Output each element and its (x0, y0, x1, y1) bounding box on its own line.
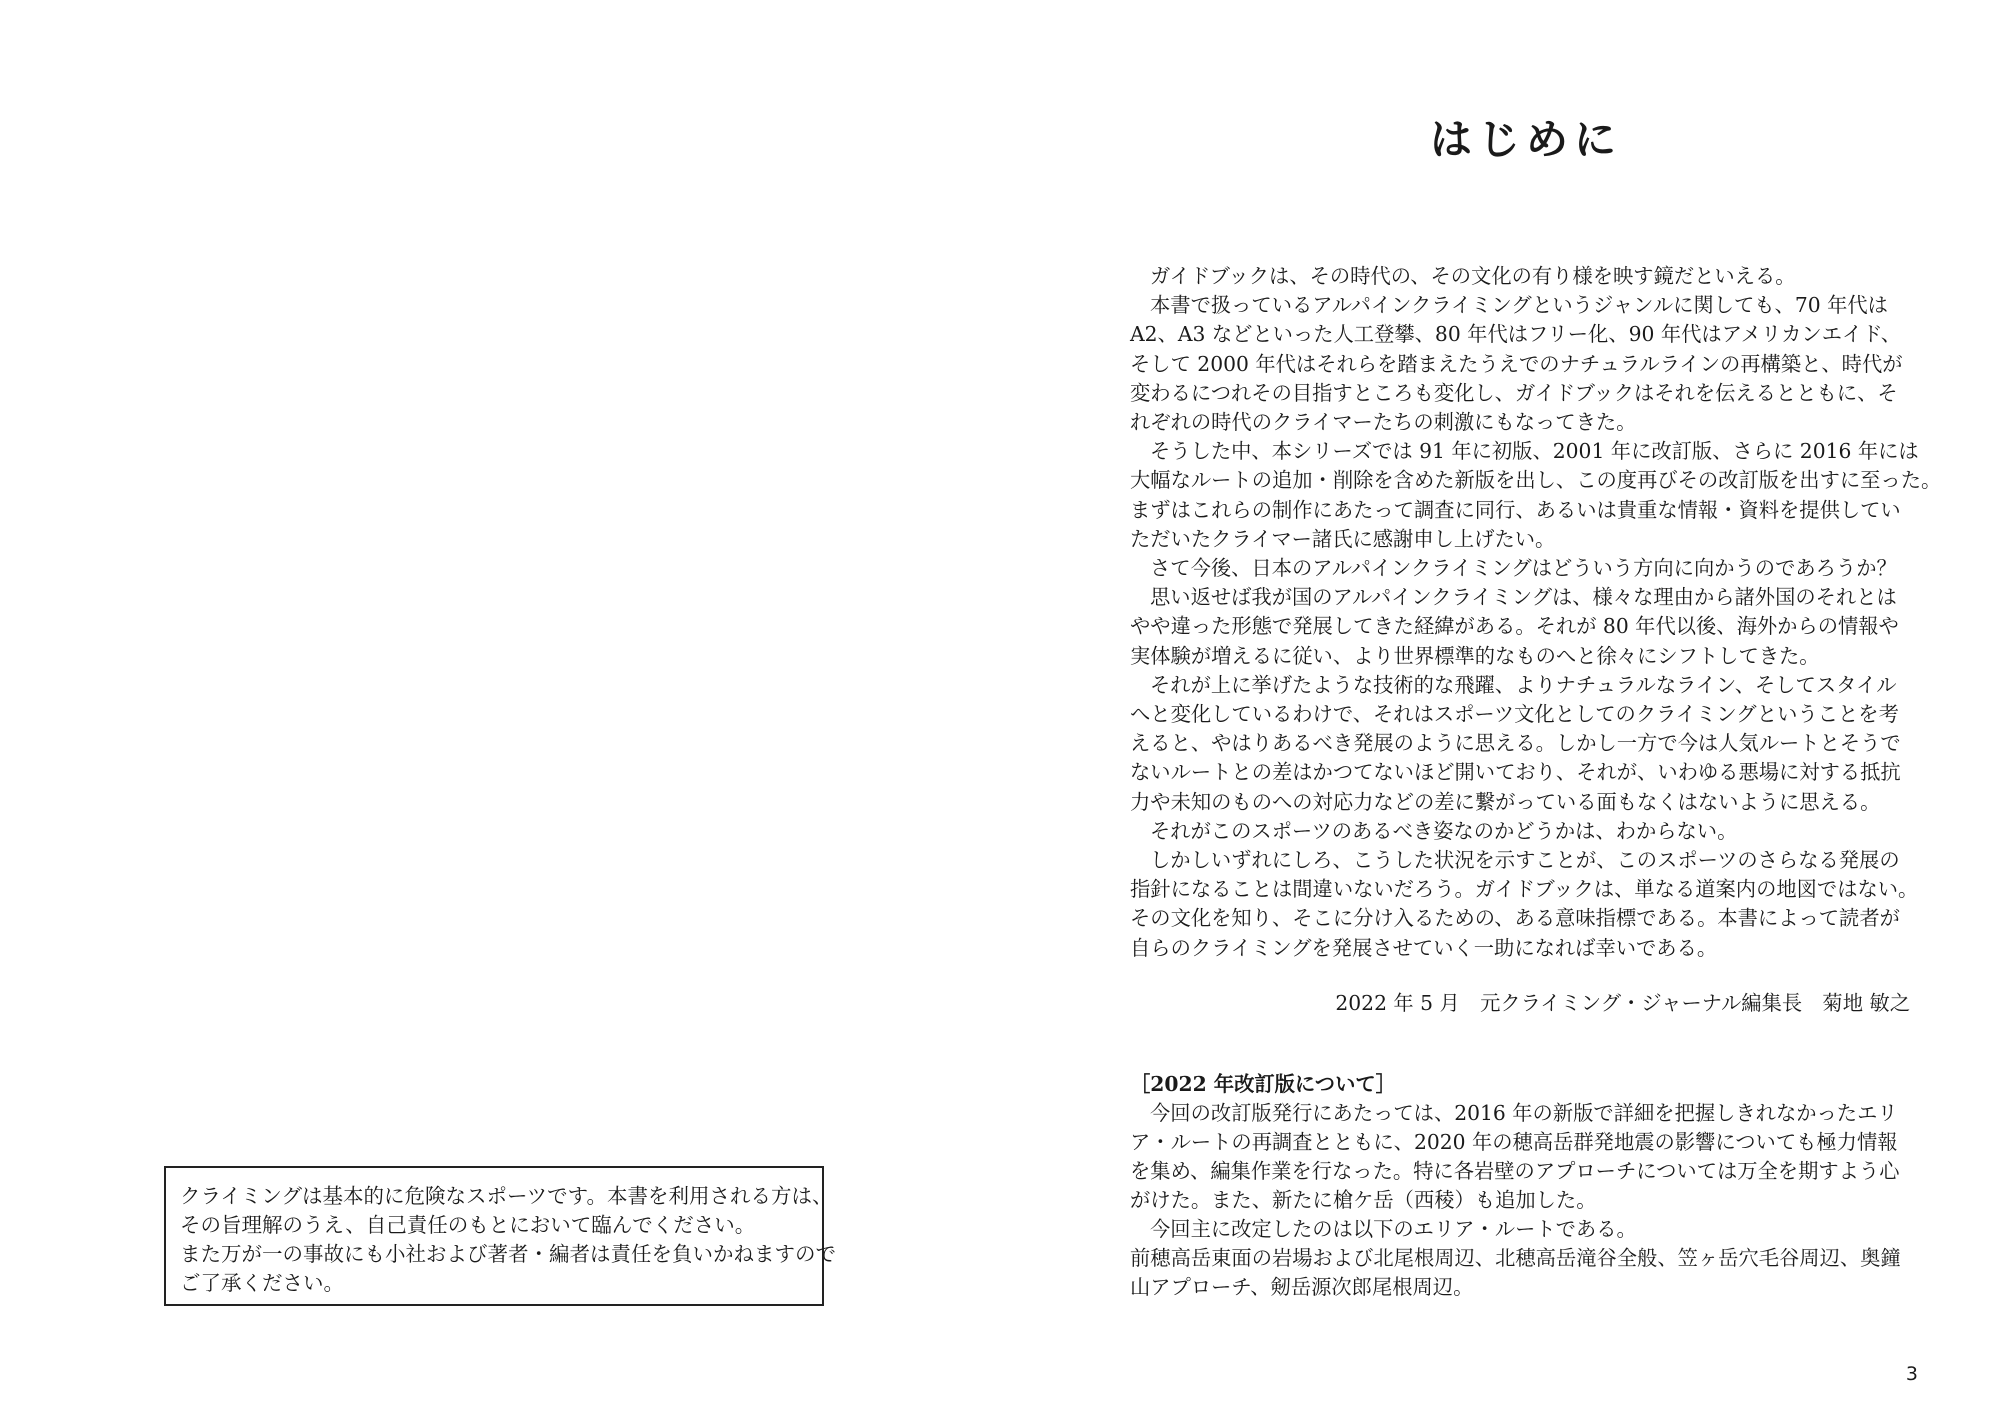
body-text-line: 変わるにつれその目指すところも変化し、ガイドブックはそれを伝えるとともに、そ (1130, 380, 1898, 405)
body-text-line: その文化を知り、そこに分け入るための、ある意味指標である。本書によって読者が (1130, 906, 1900, 931)
body-text-line: 大幅なルートの追加・削除を含めた新版を出し、この度再びその改訂版を出すに至った。 (1130, 468, 1942, 493)
body-text-line: れぞれの時代のクライマーたちの刺激にもなってきた。 (1130, 410, 1637, 435)
page-title: はじめに (1430, 115, 1623, 164)
body-text-line: 指針になることは間違いないだろう。ガイドブックは、単なる道案内の地図ではない。 (1130, 877, 1919, 902)
body-text-line: 今回の改訂版発行にあたっては、2016 年の新版で詳細を把握しきれなかったエリ (1150, 1101, 1898, 1125)
body-text-line: しかしいずれにしろ、こうした状況を示すことが、このスポーツのさらなる発展の (1150, 848, 1900, 873)
body-text-line: 実体験が増えるに従い、より世界標準的なものへと徐々にシフトしてきた。 (1130, 643, 1820, 668)
body-text-line: 本書で扱っているアルパインクライミングというジャンルに関しても、70 年代は (1150, 293, 1888, 318)
body-text-line: 力や未知のものへの対応力などの差に繋がっている面もなくはないように思える。 (1130, 789, 1881, 814)
body-text-line: そして 2000 年代はそれらを踏まえたうえでのナチュラルラインの再構築と、時代が (1130, 351, 1903, 376)
revision-body (1130, 1099, 1910, 1302)
body-text-line: それがこのスポーツのあるべき姿なのかどうかは、わからない。 (1150, 818, 1738, 843)
page-number: 3 (1905, 1363, 1918, 1385)
body-text-line: 思い返せば我が国のアルパインクライミングは、様々な理由から諸外国のそれとは (1150, 585, 1897, 610)
signature-line: 2022 年 5 月 元クライミング・ジャーナル編集長 菊地 敏之 (1335, 991, 1910, 1015)
body-text-line: へと変化しているわけで、それはスポーツ文化としてのクライミングということを考 (1130, 702, 1899, 727)
body-text-line: そうした中、本シリーズでは 91 年に初版、2001 年に改訂版、さらに 2016 年には (1150, 439, 1919, 464)
body-text-line: 今回主に改定したのは以下のエリア・ルートである。 (1150, 1217, 1637, 1241)
body-text-line: がけた。また、新たに槍ケ岳（西稜）も追加した。 (1130, 1188, 1597, 1212)
revision-notes-section (1130, 1070, 1910, 1302)
body-text-line: 前穂高岳東面の岩場および北尾根周辺、北穂高岳滝谷全般、笠ヶ岳穴毛谷周辺、奥鐘 (1130, 1246, 1901, 1270)
notice-line: その旨理解のうえ、自己責任のもとにおいて臨んでください。 (180, 1213, 756, 1237)
body-text-line: を集め、編集作業を行なった。特に各岩壁のアプローチについては万全を期すよう心 (1130, 1159, 1900, 1183)
body-text-line: A2、A3 などといった人工登攀、80 年代はフリー化、90 年代はアメリカンエイド、 (1130, 322, 1901, 347)
revision-heading: ［2022 年改訂版について］ (1130, 1072, 1396, 1096)
body-text-line: ア・ルートの再調査とともに、2020 年の穂高岳群発地震の影響についても極力情報 (1130, 1130, 1898, 1154)
body-text-line: まずはこれらの制作にあたって調査に同行、あるいは貴重な情報・資料を提供してい (1130, 497, 1901, 522)
notice-line: クライミングは基本的に危険なスポーツです。本書を利用される方は、 (180, 1184, 833, 1208)
body-text-line: 自らのクライミングを発展させていく一助になれば幸いである。 (1130, 935, 1718, 960)
body-text-line: ガイドブックは、その時代の、その文化の有り様を映す鏡だといえる。 (1150, 264, 1796, 288)
body-text-line: それが上に挙げたような技術的な飛躍、よりナチュラルなライン、そしてスタイル (1150, 672, 1897, 697)
safety-notice-box (164, 1166, 836, 1306)
introduction-body (1130, 262, 1942, 963)
right-page (1000, 0, 2000, 1421)
body-text-line: さて今後、日本のアルパインクライミングはどういう方向に向かうのであろうか？ (1150, 556, 1897, 581)
body-text-line: ないルートとの差はかつてないほど開いており、それが、いわゆる悪場に対する抵抗 (1130, 760, 1901, 785)
body-text-line: えると、やはりあるべき発展のように思える。しかし一方で今は人気ルートとそうで (1130, 731, 1901, 756)
body-text-line: 山アプローチ、剱岳源次郎尾根周辺。 (1130, 1275, 1474, 1299)
notice-line: ご了承ください。 (180, 1271, 344, 1295)
body-text-line: ただいたクライマー諸氏に感謝申し上げたい。 (1130, 526, 1556, 551)
notice-line: また万が一の事故にも小社および著者・編者は責任を負いかねますので (180, 1242, 836, 1266)
body-text-line: やや違った形態で発展してきた経緯がある。それが 80 年代以後、海外からの情報や (1130, 614, 1899, 639)
